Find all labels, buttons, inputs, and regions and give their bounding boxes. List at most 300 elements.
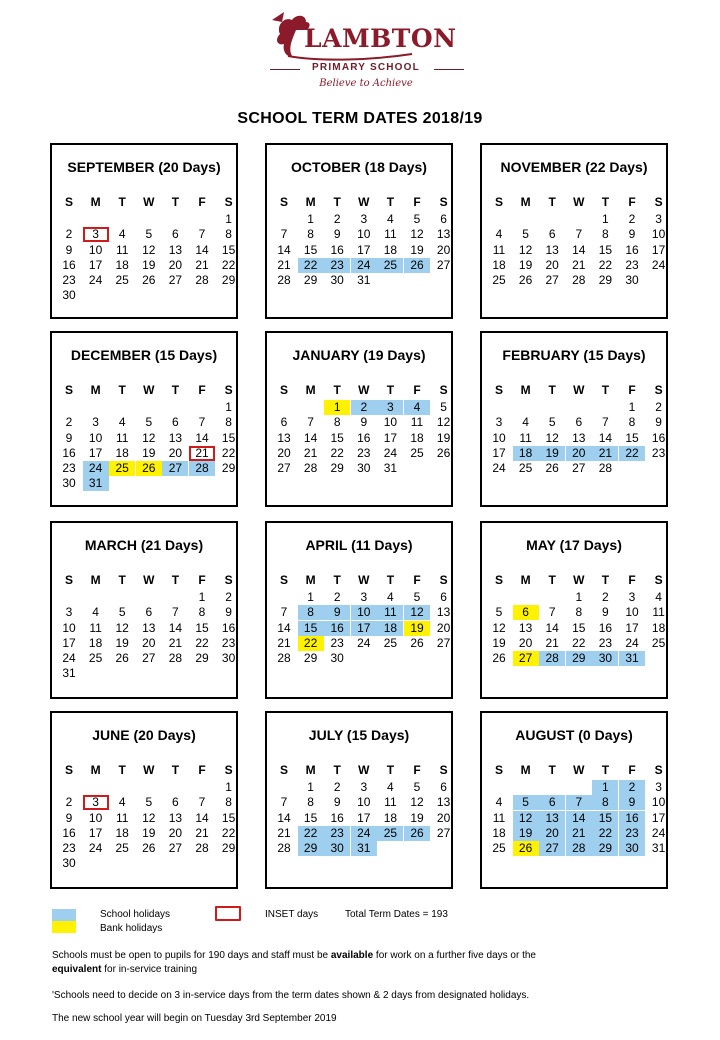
weekday-header: F <box>628 195 636 209</box>
day-cell: 13 <box>539 811 565 826</box>
day-cell: 30 <box>221 651 236 665</box>
day-cell: 31 <box>357 273 371 287</box>
school-holiday-swatch <box>52 909 76 921</box>
month-title: MARCH (21 Days) <box>84 537 204 553</box>
day-cell: 5 <box>145 795 153 810</box>
day-cell: 7 <box>602 415 609 430</box>
legend-inset-days: INSET days <box>265 909 319 920</box>
day-cell: 20 <box>518 635 533 650</box>
day-cell: 25 <box>109 461 135 476</box>
weekday-header: T <box>601 763 610 777</box>
month-title: JUNE (20 Days) <box>92 727 196 743</box>
day-cell: 11 <box>115 810 129 825</box>
weekday-header: T <box>171 763 180 777</box>
day-cell: 1 <box>198 590 206 605</box>
day-cell: 6 <box>440 590 447 605</box>
day-cell: 8 <box>225 227 232 242</box>
day-cell: 23 <box>330 635 344 650</box>
day-cell: 26 <box>136 461 162 476</box>
weekday-header: S <box>224 195 233 209</box>
weekday-header: W <box>573 195 585 209</box>
day-cell: 23 <box>598 635 613 650</box>
weekday-header: W <box>143 573 155 587</box>
day-cell: 31 <box>383 461 398 475</box>
day-cell: 30 <box>625 273 639 287</box>
day-cell: 3 <box>83 795 109 810</box>
weekday-header: M <box>305 763 316 777</box>
day-cell: 8 <box>225 795 232 810</box>
day-cell: 1 <box>307 590 314 605</box>
day-cell: 15 <box>303 242 318 257</box>
weekday-header: S <box>439 383 448 397</box>
day-cell: 2 <box>351 400 377 415</box>
weekday-header: T <box>601 573 610 587</box>
day-cell: 6 <box>280 415 288 430</box>
day-cell: 15 <box>303 810 318 825</box>
month-title: NOVEMBER (22 Days) <box>500 159 648 175</box>
day-cell: 3 <box>377 400 403 415</box>
day-cell: 1 <box>602 212 609 227</box>
day-cell: 18 <box>410 430 424 445</box>
weekday-header: W <box>143 383 155 397</box>
day-cell: 10 <box>351 605 377 620</box>
weekday-header: W <box>573 763 585 777</box>
day-cell: 28 <box>566 841 592 856</box>
weekday-header: S <box>224 763 233 777</box>
day-cell: 19 <box>115 635 129 650</box>
day-cell: 27 <box>436 825 451 840</box>
weekday-header: T <box>118 195 126 209</box>
day-cell: 18 <box>383 810 398 825</box>
month-box-march <box>50 521 238 699</box>
day-cell: 27 <box>539 841 565 856</box>
day-cell: 16 <box>330 242 344 257</box>
day-cell: 22 <box>221 825 236 840</box>
weekday-header: T <box>118 383 126 397</box>
day-cell: 2 <box>65 415 73 430</box>
day-cell: 1 <box>307 780 314 795</box>
day-cell: 9 <box>619 795 645 810</box>
weekday-header: F <box>628 383 636 397</box>
day-cell: 15 <box>221 430 236 445</box>
day-cell: 29 <box>566 651 592 666</box>
day-cell: 13 <box>572 430 586 445</box>
day-cell: 9 <box>333 795 341 810</box>
day-cell: 14 <box>168 620 183 635</box>
day-cell: 5 <box>522 227 529 242</box>
day-cell: 5 <box>413 590 421 605</box>
weekday-header: S <box>279 763 288 777</box>
day-cell: 28 <box>303 461 318 475</box>
day-cell: 30 <box>324 841 350 856</box>
day-cell: 12 <box>545 430 559 445</box>
day-cell: 3 <box>628 590 636 605</box>
day-cell: 6 <box>440 212 447 227</box>
day-cell: 8 <box>628 415 636 430</box>
day-cell: 20 <box>142 635 156 650</box>
day-cell: 8 <box>575 605 583 620</box>
weekday-header: T <box>333 763 341 777</box>
note-line1-bold: available <box>330 950 374 961</box>
day-cell: 6 <box>513 605 539 620</box>
day-cell: 3 <box>655 780 662 795</box>
day-cell: 21 <box>277 825 291 840</box>
note-open-days <box>52 949 692 977</box>
month-box-december <box>50 331 238 507</box>
weekday-header: S <box>494 763 503 777</box>
day-cell: 21 <box>195 825 209 840</box>
weekday-header: T <box>118 573 126 587</box>
day-cell: 24 <box>383 445 398 460</box>
day-cell: 19 <box>142 825 156 840</box>
day-cell: 7 <box>280 605 288 620</box>
day-cell: 6 <box>440 780 447 795</box>
weekday-header: F <box>413 763 421 777</box>
day-cell: 7 <box>198 227 206 242</box>
day-cell: 16 <box>357 430 371 445</box>
day-cell: 24 <box>651 257 666 272</box>
day-cell: 13 <box>142 620 156 635</box>
day-cell: 31 <box>62 666 76 681</box>
weekday-header: T <box>386 763 395 777</box>
weekday-header: T <box>333 195 341 209</box>
day-cell: 29 <box>221 461 236 475</box>
day-cell: 27 <box>436 257 451 272</box>
day-cell: 28 <box>195 841 209 855</box>
month-title: APRIL (11 Days) <box>305 537 413 553</box>
day-cell: 22 <box>195 635 209 650</box>
weekday-header: F <box>413 195 421 209</box>
day-cell: 10 <box>88 430 103 445</box>
day-cell: 25 <box>115 273 129 287</box>
day-cell: 10 <box>357 227 371 242</box>
day-cell: 26 <box>142 273 156 287</box>
day-cell: 13 <box>168 242 183 257</box>
day-cell: 20 <box>436 620 451 635</box>
month-title: OCTOBER (18 Days) <box>291 159 427 175</box>
day-cell: 18 <box>115 445 129 460</box>
day-cell: 19 <box>492 635 506 650</box>
day-cell: 13 <box>168 810 183 825</box>
bank-holiday-swatch <box>52 921 76 933</box>
day-cell: 5 <box>495 605 503 620</box>
weekday-header: S <box>654 383 663 397</box>
day-cell: 16 <box>62 257 76 272</box>
day-cell: 15 <box>221 810 236 825</box>
note-line2-b: for in-service training <box>101 964 198 975</box>
day-cell: 30 <box>619 841 645 856</box>
weekday-header: S <box>439 573 448 587</box>
day-cell: 15 <box>572 620 586 635</box>
day-cell: 24 <box>62 651 76 665</box>
day-cell: 14 <box>277 620 291 635</box>
day-cell: 4 <box>387 780 394 795</box>
day-cell: 4 <box>655 590 662 605</box>
day-cell: 11 <box>652 605 665 620</box>
day-cell: 27 <box>168 273 183 287</box>
logo-subtitle: PRIMARY SCHOOL <box>312 62 420 73</box>
day-cell: 21 <box>277 635 291 650</box>
day-cell: 15 <box>592 811 618 826</box>
day-cell: 14 <box>195 430 209 445</box>
weekday-header: T <box>601 195 610 209</box>
day-cell: 17 <box>62 635 76 650</box>
day-cell: 12 <box>492 620 506 635</box>
weekday-header: S <box>224 573 233 587</box>
weekday-header: S <box>439 195 448 209</box>
day-cell: 21 <box>195 257 209 272</box>
day-cell: 28 <box>277 273 291 287</box>
day-cell: 11 <box>377 605 403 620</box>
weekday-header: F <box>198 195 206 209</box>
day-cell: 11 <box>384 795 397 810</box>
day-cell: 7 <box>280 227 288 242</box>
day-cell: 7 <box>548 605 556 620</box>
day-cell: 25 <box>492 841 506 855</box>
day-cell: 22 <box>619 446 645 461</box>
day-cell: 18 <box>513 446 539 461</box>
day-cell: 15 <box>625 430 639 445</box>
day-cell: 9 <box>324 605 350 620</box>
note-line1-a: Schools must be open to pupils for 190 days and staff must be <box>52 950 331 961</box>
day-cell: 15 <box>298 621 324 636</box>
day-cell: 26 <box>545 461 559 475</box>
day-cell: 18 <box>377 621 403 636</box>
day-cell: 1 <box>592 780 618 795</box>
weekday-header: F <box>628 573 636 587</box>
day-cell: 27 <box>142 651 156 665</box>
day-cell: 12 <box>436 415 451 430</box>
day-cell: 22 <box>330 445 344 460</box>
day-cell: 8 <box>333 415 341 430</box>
day-cell: 14 <box>277 242 291 257</box>
month-box-june <box>50 711 238 889</box>
day-cell: 4 <box>92 605 99 620</box>
day-cell: 3 <box>360 212 368 227</box>
day-cell: 8 <box>602 227 609 242</box>
day-cell: 30 <box>592 651 618 666</box>
weekday-header: W <box>143 195 155 209</box>
day-cell: 10 <box>651 795 666 810</box>
weekday-header: F <box>198 763 206 777</box>
day-cell: 21 <box>189 446 215 461</box>
month-title: JULY (15 Days) <box>308 727 410 743</box>
day-cell: 6 <box>548 227 556 242</box>
legend-school-holidays: School holidays <box>100 909 171 920</box>
day-cell: 4 <box>404 400 430 415</box>
weekday-header: T <box>333 383 341 397</box>
day-cell: 9 <box>655 415 662 430</box>
weekday-header: T <box>333 573 341 587</box>
weekday-header: W <box>358 195 370 209</box>
day-cell: 12 <box>404 605 430 620</box>
day-cell: 22 <box>298 826 324 841</box>
day-cell: 18 <box>115 825 129 840</box>
day-cell: 5 <box>145 227 153 242</box>
day-cell: 10 <box>651 227 666 242</box>
weekday-header: T <box>171 573 180 587</box>
day-cell: 8 <box>307 795 314 810</box>
month-box-january <box>265 331 453 507</box>
day-cell: 25 <box>492 273 506 287</box>
day-cell: 29 <box>298 841 324 856</box>
day-cell: 12 <box>142 430 156 445</box>
weekday-header: W <box>573 573 585 587</box>
day-cell: 20 <box>566 446 592 461</box>
day-cell: 4 <box>118 795 126 810</box>
day-cell: 21 <box>572 257 586 272</box>
day-cell: 19 <box>436 430 451 445</box>
day-cell: 21 <box>545 635 559 650</box>
weekday-header: F <box>413 383 421 397</box>
day-cell: 24 <box>351 826 377 841</box>
day-cell: 20 <box>436 242 451 257</box>
day-cell: 11 <box>115 242 129 257</box>
day-cell: 27 <box>572 461 586 475</box>
day-cell: 13 <box>168 430 183 445</box>
day-cell: 1 <box>307 212 314 227</box>
weekday-header: T <box>386 573 395 587</box>
day-cell: 21 <box>303 445 318 460</box>
day-cell: 23 <box>357 445 371 460</box>
day-cell: 1 <box>575 590 583 605</box>
weekday-header: F <box>198 383 206 397</box>
day-cell: 25 <box>651 635 666 650</box>
day-cell: 2 <box>333 212 341 227</box>
day-cell: 23 <box>625 257 639 272</box>
month-box-february <box>480 331 668 507</box>
day-cell: 21 <box>168 635 183 650</box>
day-cell: 21 <box>566 826 592 841</box>
day-cell: 29 <box>303 273 318 287</box>
day-cell: 10 <box>383 415 398 430</box>
day-cell: 28 <box>572 273 586 287</box>
day-cell: 20 <box>277 445 291 460</box>
day-cell: 21 <box>277 257 291 272</box>
day-cell: 22 <box>592 826 618 841</box>
day-cell: 7 <box>172 605 179 620</box>
weekday-header: S <box>494 383 503 397</box>
day-cell: 22 <box>221 257 236 272</box>
note-inservice: 'Schools need to decide on 3 in-service days from the term dates shown & 2 days from designated holidays. <box>52 990 530 1001</box>
day-cell: 30 <box>62 476 76 491</box>
day-cell: 11 <box>115 430 129 445</box>
day-cell: 11 <box>384 227 397 242</box>
logo-name: LAMBTON <box>304 24 457 53</box>
school-logo <box>262 4 462 96</box>
note-new-year: The new school year will begin on Tuesday 3rd September 2019 <box>52 1013 337 1024</box>
day-cell: 16 <box>598 620 613 635</box>
day-cell: 26 <box>115 651 129 665</box>
day-cell: 29 <box>598 273 613 287</box>
day-cell: 20 <box>545 257 559 272</box>
day-cell: 9 <box>360 415 368 430</box>
day-cell: 19 <box>404 621 430 636</box>
day-cell: 26 <box>404 258 430 273</box>
day-cell: 26 <box>436 445 451 460</box>
day-cell: 2 <box>333 590 341 605</box>
day-cell: 24 <box>351 258 377 273</box>
weekday-header: W <box>143 763 155 777</box>
day-cell: 18 <box>492 825 506 840</box>
day-cell: 7 <box>307 415 314 430</box>
day-cell: 5 <box>548 415 556 430</box>
day-cell: 22 <box>598 257 613 272</box>
day-cell: 26 <box>518 273 533 287</box>
day-cell: 2 <box>333 780 341 795</box>
day-cell: 9 <box>628 227 636 242</box>
day-cell: 5 <box>513 795 539 810</box>
day-cell: 20 <box>168 257 183 272</box>
day-cell: 3 <box>65 605 73 620</box>
weekday-header: W <box>358 763 370 777</box>
weekday-header: T <box>548 573 556 587</box>
day-cell: 4 <box>118 415 126 430</box>
weekday-header: S <box>654 195 663 209</box>
day-cell: 29 <box>592 841 618 856</box>
day-cell: 26 <box>142 841 156 855</box>
weekday-header: T <box>171 195 180 209</box>
day-cell: 14 <box>195 810 209 825</box>
day-cell: 14 <box>598 430 613 445</box>
weekday-header: T <box>118 763 126 777</box>
day-cell: 10 <box>62 620 76 635</box>
day-cell: 12 <box>410 227 424 242</box>
day-cell: 17 <box>88 257 103 272</box>
day-cell: 28 <box>277 841 291 855</box>
weekday-header: F <box>413 573 421 587</box>
month-title: FEBRUARY (15 Days) <box>502 347 646 363</box>
weekday-header: F <box>198 573 206 587</box>
day-cell: 30 <box>330 651 344 665</box>
day-cell: 7 <box>198 415 206 430</box>
day-cell: 17 <box>357 242 371 257</box>
logo-motto: Believe to Achieve <box>319 78 413 89</box>
day-cell: 10 <box>492 430 506 445</box>
weekday-header: M <box>520 763 531 777</box>
day-cell: 17 <box>625 620 639 635</box>
day-cell: 9 <box>333 227 341 242</box>
day-cell: 25 <box>88 651 103 665</box>
weekday-header: S <box>279 383 288 397</box>
day-cell: 25 <box>518 461 533 475</box>
day-cell: 28 <box>539 651 565 666</box>
day-cell: 18 <box>88 635 103 650</box>
day-cell: 23 <box>62 841 76 855</box>
day-cell: 23 <box>62 461 76 475</box>
day-cell: 7 <box>575 227 583 242</box>
day-cell: 15 <box>598 242 613 257</box>
day-cell: 17 <box>351 621 377 636</box>
day-cell: 19 <box>410 242 424 257</box>
day-cell: 27 <box>436 635 451 650</box>
day-cell: 5 <box>118 605 126 620</box>
day-cell: 16 <box>62 445 76 460</box>
day-cell: 3 <box>92 415 99 430</box>
day-cell: 12 <box>115 620 129 635</box>
day-cell: 1 <box>628 400 636 415</box>
day-cell: 26 <box>513 841 539 856</box>
weekday-header: T <box>548 763 556 777</box>
day-cell: 30 <box>330 273 344 287</box>
month-box-august <box>480 711 668 889</box>
weekday-header: S <box>654 763 663 777</box>
month-box-may <box>480 521 668 699</box>
day-cell: 11 <box>89 620 102 635</box>
day-cell: 7 <box>566 795 592 810</box>
day-cell: 27 <box>162 461 188 476</box>
day-cell: 5 <box>440 400 447 415</box>
